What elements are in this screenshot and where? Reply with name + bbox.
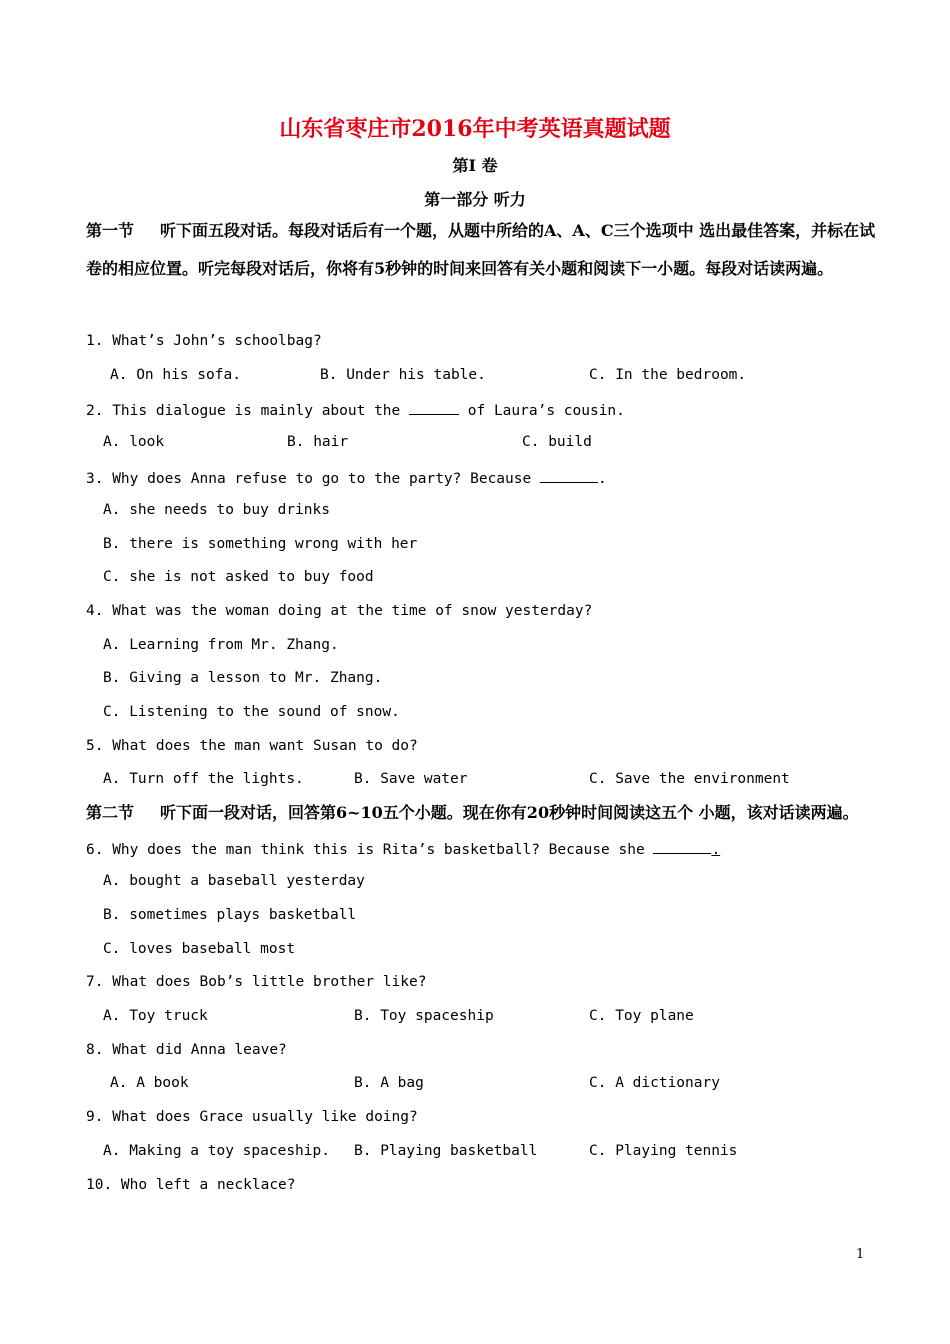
answer-blank bbox=[653, 839, 711, 854]
page-number: 1 bbox=[856, 1247, 865, 1262]
question-1-option-b: B. Under his table. bbox=[320, 367, 486, 383]
section1-instruction bbox=[86, 212, 876, 288]
question-6-option-b: B. sometimes plays basketball bbox=[103, 907, 357, 923]
question-3-option-b: B. there is something wrong with her bbox=[103, 536, 418, 552]
question-5-option-c: C. Save the environment bbox=[589, 771, 790, 787]
question-5-stem: 5. What does the man want Susan to do? bbox=[86, 738, 418, 754]
answer-blank bbox=[409, 400, 459, 415]
question-1-stem: 1. What’s John’s schoolbag? bbox=[86, 333, 322, 349]
question-6-option-a: A. bought a baseball yesterday bbox=[103, 873, 365, 889]
question-7-option-a: A. Toy truck bbox=[103, 1008, 208, 1024]
question-7-option-b: B. Toy spaceship bbox=[354, 1008, 494, 1024]
section2-text: 听下面一段对话，回答第6~10五个小题。现在你有20秒钟时间阅读这五个 小题，该对话读两遍。 bbox=[160, 803, 859, 822]
question-9-stem: 9. What does Grace usually like doing? bbox=[86, 1109, 418, 1125]
question-9-option-c: C. Playing tennis bbox=[589, 1143, 738, 1159]
question-2-stem-post: of Laura’s cousin. bbox=[467, 403, 625, 419]
page-title: 山东省枣庄市2016年中考英语真题试题 bbox=[279, 116, 671, 142]
question-1-option-c: C. In the bedroom. bbox=[589, 367, 747, 383]
question-3-option-c: C. she is not asked to buy food bbox=[103, 569, 374, 585]
question-6-option-c: C. loves baseball most bbox=[103, 941, 296, 957]
question-10-stem: 10. Who left a necklace? bbox=[86, 1177, 296, 1193]
section1-head: 第一节 bbox=[86, 221, 135, 240]
volume-heading: 第Ⅰ 卷 bbox=[452, 156, 498, 175]
question-5-option-b: B. Save water bbox=[354, 771, 468, 787]
question-8-option-c: C. A dictionary bbox=[589, 1075, 720, 1091]
question-7-stem: 7. What does Bob’s little brother like? bbox=[86, 974, 427, 990]
question-2-option-a: A. look bbox=[103, 434, 165, 450]
answer-blank bbox=[540, 468, 598, 483]
question-6-stem bbox=[86, 839, 720, 858]
question-5-option-a: A. Turn off the lights. bbox=[103, 771, 304, 787]
question-2-stem bbox=[86, 400, 625, 419]
question-2-stem-pre: 2. This dialogue is mainly about the bbox=[86, 403, 401, 419]
section2-instruction bbox=[86, 794, 876, 832]
question-1-option-a: A. On his sofa. bbox=[110, 367, 241, 383]
part-heading: 第一部分 听力 bbox=[424, 190, 526, 209]
question-4-stem: 4. What was the woman doing at the time of snow yesterday? bbox=[86, 603, 593, 619]
question-3-stem-pre: 3. Why does Anna refuse to go to the party? Because bbox=[86, 471, 532, 487]
section2-head: 第二节 bbox=[86, 803, 135, 822]
question-3-option-a: A. she needs to buy drinks bbox=[103, 502, 330, 518]
question-9-option-a: A. Making a toy spaceship. bbox=[103, 1143, 330, 1159]
question-7-option-c: C. Toy plane bbox=[589, 1008, 694, 1024]
question-4-option-a: A. Learning from Mr. Zhang. bbox=[103, 637, 339, 653]
question-6-stem-pre: 6. Why does the man think this is Rita’s basketball? Because she bbox=[86, 842, 645, 858]
question-2-option-b: B. hair bbox=[287, 434, 349, 450]
section1-text: 听下面五段对话。每段对话后有一个题，从题中所给的A、A、C三个选项中 选出最佳答案，并标在试卷的相应位置。听完每段对话后，你将有5秒钟的时间来回答有关小题和阅读下一小题。每段对话读两遍。 bbox=[86, 221, 876, 278]
question-8-option-b: B. A bag bbox=[354, 1075, 424, 1091]
question-9-option-b: B. Playing basketball bbox=[354, 1143, 538, 1159]
question-6-stem-post: . bbox=[711, 842, 721, 858]
question-3-stem-post: . bbox=[597, 471, 607, 487]
question-3-stem bbox=[86, 468, 607, 487]
question-2-option-c: C. build bbox=[522, 434, 592, 450]
question-8-option-a: A. A book bbox=[110, 1075, 189, 1091]
question-4-option-c: C. Listening to the sound of snow. bbox=[103, 704, 400, 720]
question-4-option-b: B. Giving a lesson to Mr. Zhang. bbox=[103, 670, 383, 686]
question-8-stem: 8. What did Anna leave? bbox=[86, 1042, 287, 1058]
